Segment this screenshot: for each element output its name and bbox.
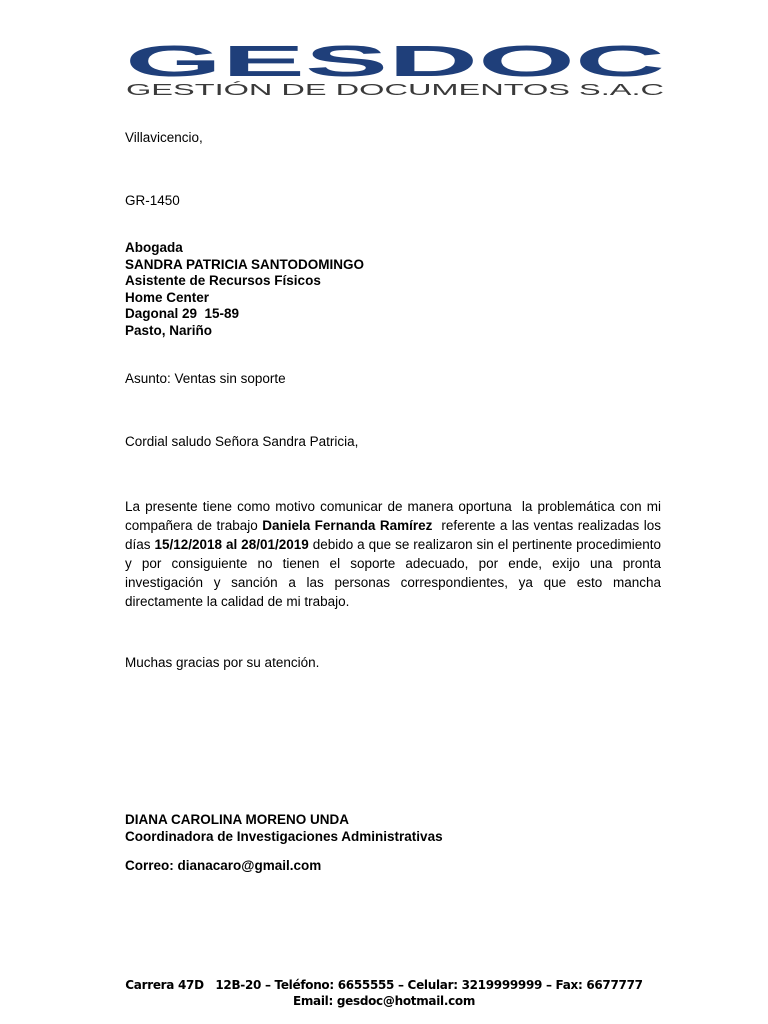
logo-brand: GESDOC [125, 40, 665, 86]
signature-name: DIANA CAROLINA MORENO UNDA [125, 812, 349, 827]
recipient-company: Home Center [125, 289, 210, 305]
logo-graphic [124, 40, 666, 98]
recipient-name: SANDRA PATRICIA SANTODOMINGO [125, 256, 364, 272]
signature-email: Correo: dianacaro@gmail.com [125, 858, 322, 873]
company-logo [124, 40, 666, 98]
letter-greeting: Cordial saludo Señora Sandra Patricia, [125, 434, 359, 449]
body-coworker: Daniela Fernanda Ramírez [262, 518, 433, 533]
letter-city: Villavicencio, [125, 130, 203, 145]
recipient-location: Pasto, Nariño [125, 322, 213, 338]
recipient-position: Asistente de Recursos Físicos [125, 273, 321, 289]
footer-email: Email: gesdoc@hotmail.com [292, 994, 476, 1008]
body-middle: referente a las ventas realizadas los días [125, 518, 665, 552]
footer-contact: Carrera 47D 12B-20 – Teléfono: 6655555 – Celular: 3219999999 – Fax: 6677777 [125, 978, 643, 992]
signature-position: Coordinadora de Investigaciones Administrativas [125, 829, 443, 844]
body-conclusion: debido a que se realizaron sin el pertinente procedimiento y por consiguiente no tienen el soporte adecuado, por ende, exijo una pronta investigación y sanción a las personas correspondientes, ya que esto mancha directamente la calidad de mi trabajo. [125, 537, 665, 609]
body-intro: La presente tiene como motivo comunicar de manera oportuna la problemática con mi compañera de trabajo [125, 499, 665, 533]
logo-tagline: GESTIÓN DE DOCUMENTOS S.A.C [126, 82, 391, 98]
letter-subject: Asunto: Ventas sin soporte [125, 371, 286, 386]
recipient-address: Dagonal 29 15-89 [125, 306, 240, 322]
letter-closing: Muchas gracias por su atención. [125, 655, 320, 670]
body-dates: 15/12/2018 al 28/01/2019 [154, 537, 309, 552]
recipient-title: Abogada [125, 240, 183, 255]
letter-reference: GR-1450 [125, 193, 180, 208]
recipient-block [125, 240, 661, 340]
letter-body [125, 497, 665, 611]
